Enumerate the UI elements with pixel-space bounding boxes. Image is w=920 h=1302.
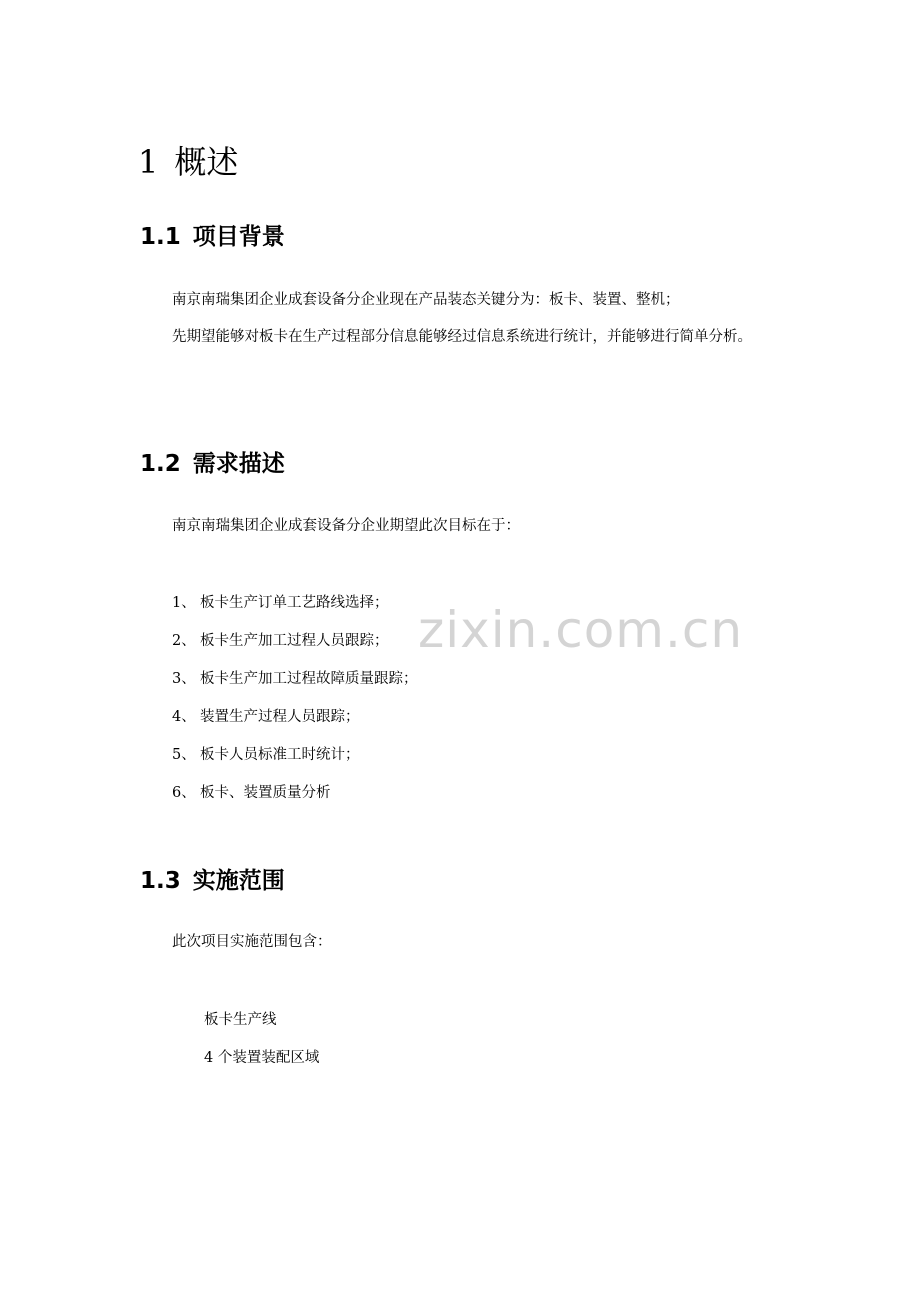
section-title: 实施范围 — [192, 868, 285, 894]
section-number: 1.2 — [140, 451, 181, 477]
scope-item: 4 个装置装配区域 — [204, 1050, 320, 1066]
section-title: 项目背景 — [192, 224, 285, 250]
list-item — [172, 668, 418, 690]
scope-intro: 此次项目实施范围包含： — [172, 934, 332, 950]
list-item — [172, 706, 360, 728]
scope-item: 板卡生产线 — [204, 1012, 277, 1028]
list-item-number: 3、 — [172, 671, 196, 687]
chapter-title: 概述 — [174, 143, 239, 181]
list-item-text: 装置生产过程人员跟踪； — [200, 709, 360, 725]
section-heading-scope — [140, 866, 285, 896]
list-item-text: 板卡生产加工过程人员跟踪； — [200, 633, 389, 649]
list-item-text: 板卡、装置质量分析 — [200, 785, 331, 801]
list-item-number: 6、 — [172, 785, 196, 801]
section-number: 1.3 — [140, 868, 181, 894]
section-number: 1.1 — [140, 224, 181, 250]
list-item — [172, 630, 389, 652]
background-paragraph-2: 先期望能够对板卡在生产过程部分信息能够经过信息系统进行统计，并能够进行简单分析。 — [172, 329, 752, 345]
list-item-number: 2、 — [172, 633, 196, 649]
list-item-number: 1、 — [172, 595, 196, 611]
section-heading-background — [140, 222, 285, 252]
list-item-text: 板卡生产订单工艺路线选择； — [200, 595, 389, 611]
background-paragraph-1: 南京南瑞集团企业成套设备分企业现在产品装态关键分为：板卡、装置、整机； — [172, 292, 680, 308]
chapter-number: 1 — [138, 143, 159, 181]
chapter-heading — [138, 140, 238, 184]
list-item-number: 5、 — [172, 747, 196, 763]
list-item-text: 板卡人员标准工时统计； — [200, 747, 360, 763]
section-title: 需求描述 — [192, 451, 285, 477]
requirements-intro: 南京南瑞集团企业成套设备分企业期望此次目标在于： — [172, 518, 520, 534]
watermark: zixin.com.cn — [418, 601, 744, 659]
list-item-number: 4、 — [172, 709, 196, 725]
list-item — [172, 782, 331, 804]
list-item-text: 板卡生产加工过程故障质量跟踪； — [200, 671, 418, 687]
section-heading-requirements — [140, 449, 285, 479]
list-item — [172, 744, 360, 766]
list-item — [172, 592, 389, 614]
